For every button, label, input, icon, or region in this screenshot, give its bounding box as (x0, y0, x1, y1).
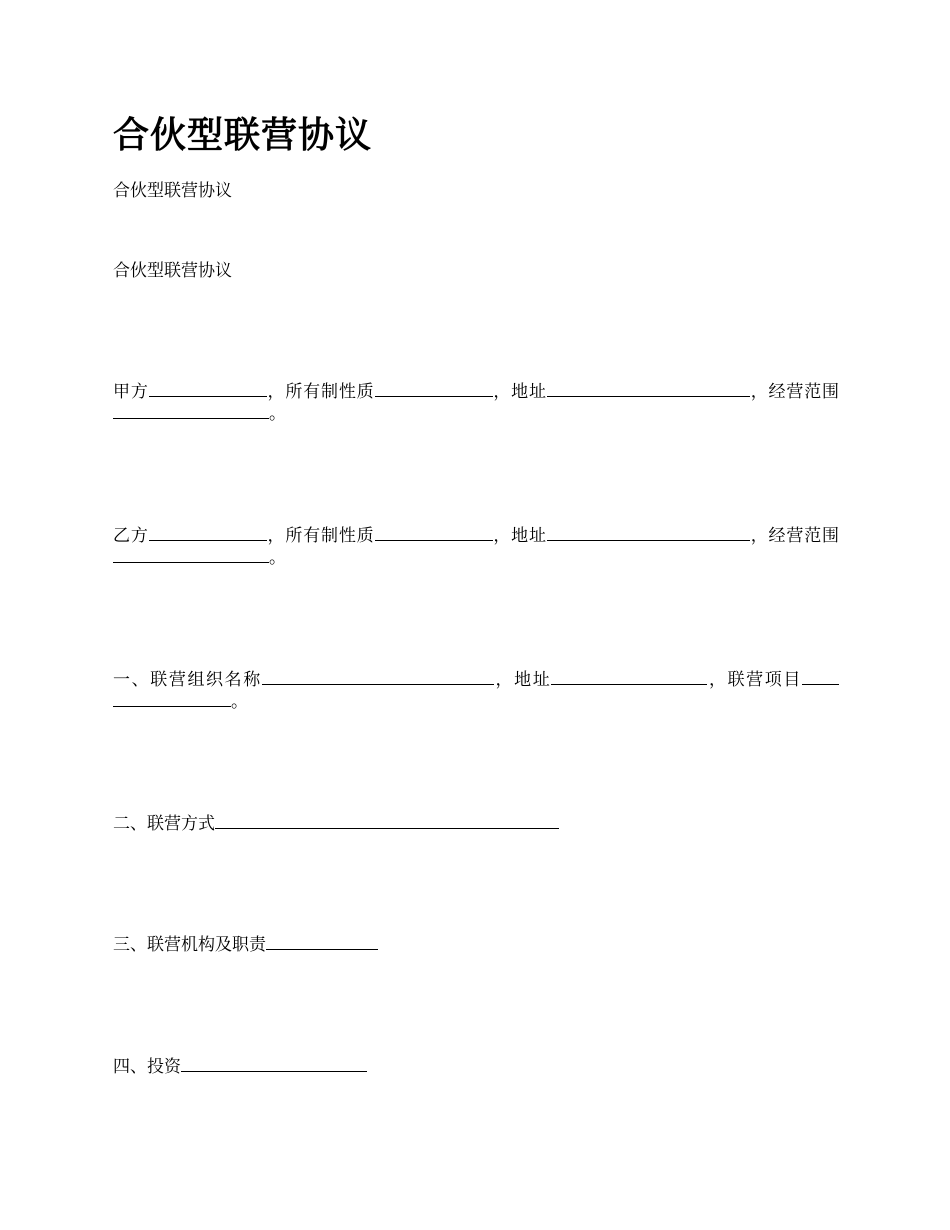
party-b-scope-label: ，经营范围 (749, 526, 840, 546)
party-a-label: 甲方 (113, 382, 149, 402)
section-4-line (113, 1056, 839, 1078)
party-b-address-label: ，地址 (492, 526, 547, 546)
party-a-ownership-label: ，所有制性质 (266, 382, 375, 402)
party-a-address-blank (547, 381, 750, 397)
party-a-end: 。 (269, 404, 286, 424)
document-title: 合伙型联营协议 (113, 115, 373, 156)
party-b-label: 乙方 (113, 526, 149, 546)
party-b-address-blank (547, 525, 750, 541)
section-1-project-blank-b (113, 691, 231, 707)
document-heading: 合伙型联营协议 (113, 261, 232, 281)
section-1-end: 。 (231, 692, 248, 712)
section-2-line (113, 813, 839, 835)
section-3-label: 三、联营机构及职责 (113, 935, 266, 955)
section-4-label: 四、投资 (113, 1057, 181, 1077)
section-1-address-label: ，地址 (493, 670, 552, 690)
section-1-paragraph (113, 669, 839, 713)
document-subtitle: 合伙型联营协议 (113, 181, 232, 201)
section-1-label: 一、联营组织名称 (113, 670, 262, 690)
section-1-name-blank (262, 669, 494, 685)
party-b-ownership-blank (375, 525, 493, 541)
section-1-address-blank (551, 669, 707, 685)
section-4-blank (181, 1056, 367, 1072)
party-b-end: 。 (269, 548, 286, 568)
section-3-blank (266, 934, 378, 950)
party-b-scope-blank (113, 547, 269, 563)
party-a-address-label: ，地址 (492, 382, 547, 402)
party-b-ownership-label: ，所有制性质 (266, 526, 375, 546)
section-2-blank (215, 813, 559, 829)
section-3-line (113, 934, 839, 956)
party-b-name-blank (149, 525, 267, 541)
section-1-project-blank-a (802, 669, 839, 685)
party-a-name-blank (149, 381, 267, 397)
party-a-scope-blank (113, 403, 269, 419)
party-b-paragraph (113, 525, 839, 569)
section-1-project-label: ，联营项目 (707, 670, 803, 690)
section-2-label: 二、联营方式 (113, 814, 215, 834)
party-a-ownership-blank (375, 381, 493, 397)
party-a-scope-label: ，经营范围 (749, 382, 840, 402)
party-a-paragraph (113, 381, 839, 425)
